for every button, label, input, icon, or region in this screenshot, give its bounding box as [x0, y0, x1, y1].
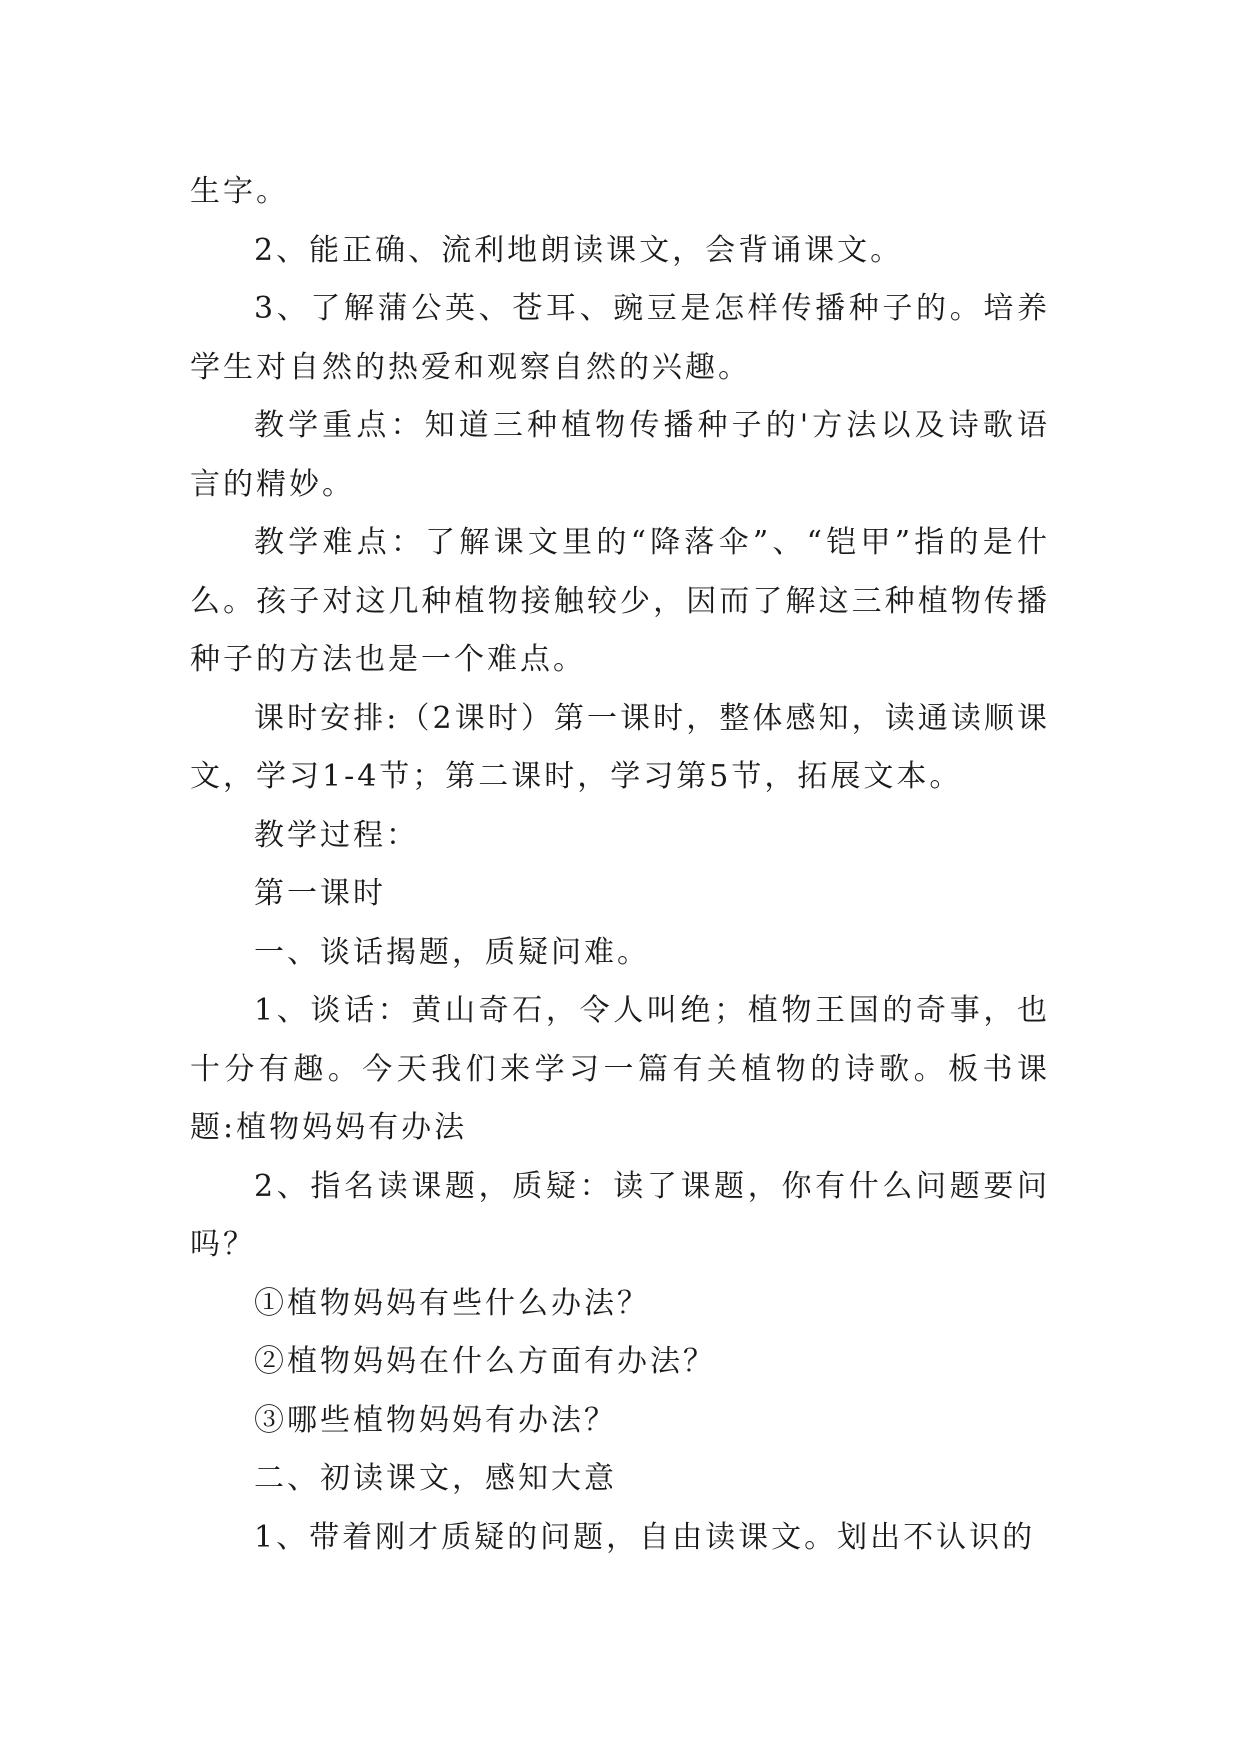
paragraph-talk: 1、谈话：黄山奇石，令人叫绝；植物王国的奇事，也十分有趣。今天我们来学习一篇有关植物的诗歌。板书课题:植物妈妈有办法 — [190, 993, 1050, 1145]
paragraph-free-reading: 1、带着刚才质疑的问题，自由读课文。划出不认识的 — [254, 1519, 1036, 1555]
paragraph-section-1: 一、谈话揭题，质疑问难。 — [254, 934, 650, 970]
paragraph-question-1: ①植物妈妈有些什么办法？ — [254, 1285, 650, 1321]
paragraph-process-heading: 教学过程： — [254, 817, 419, 853]
paragraph-question-2: ②植物妈妈在什么方面有办法？ — [254, 1344, 716, 1379]
paragraph-question: 2、指名读课题，质疑：读了课题，你有什么问题要问吗？ — [190, 1168, 1050, 1262]
document-body — [190, 163, 1050, 1567]
paragraph-schedule: 课时安排:（2课时）第一课时，整体感知，读通读顺课文，学习1-4节；第二课时，学习第5节，拓展文本。 — [190, 700, 1050, 794]
paragraph-key-points: 教学重点：知道三种植物传播种子的'方法以及诗歌语言的精妙。 — [190, 408, 1050, 502]
paragraph-section-2: 二、初读课文，感知大意 — [254, 1461, 617, 1496]
paragraph-objective-3: 3、了解蒲公英、苍耳、豌豆是怎样传播种子的。培养学生对自然的热爱和观察自然的兴趣。 — [190, 291, 1050, 385]
paragraph-question-3: ③哪些植物妈妈有办法？ — [254, 1402, 617, 1438]
paragraph-objective-2: 2、能正确、流利地朗读课文，会背诵课文。 — [254, 232, 904, 268]
paragraph-difficulties: 教学难点：了解课文里的“降落伞”、“铠甲”指的是什么。孩子对这几种植物接触较少，因而了解这三种植物传播种子的方法也是一个难点。 — [190, 525, 1050, 677]
paragraph-first-lesson: 第一课时 — [254, 876, 386, 911]
paragraph-continuation: 生字。 — [190, 174, 289, 209]
